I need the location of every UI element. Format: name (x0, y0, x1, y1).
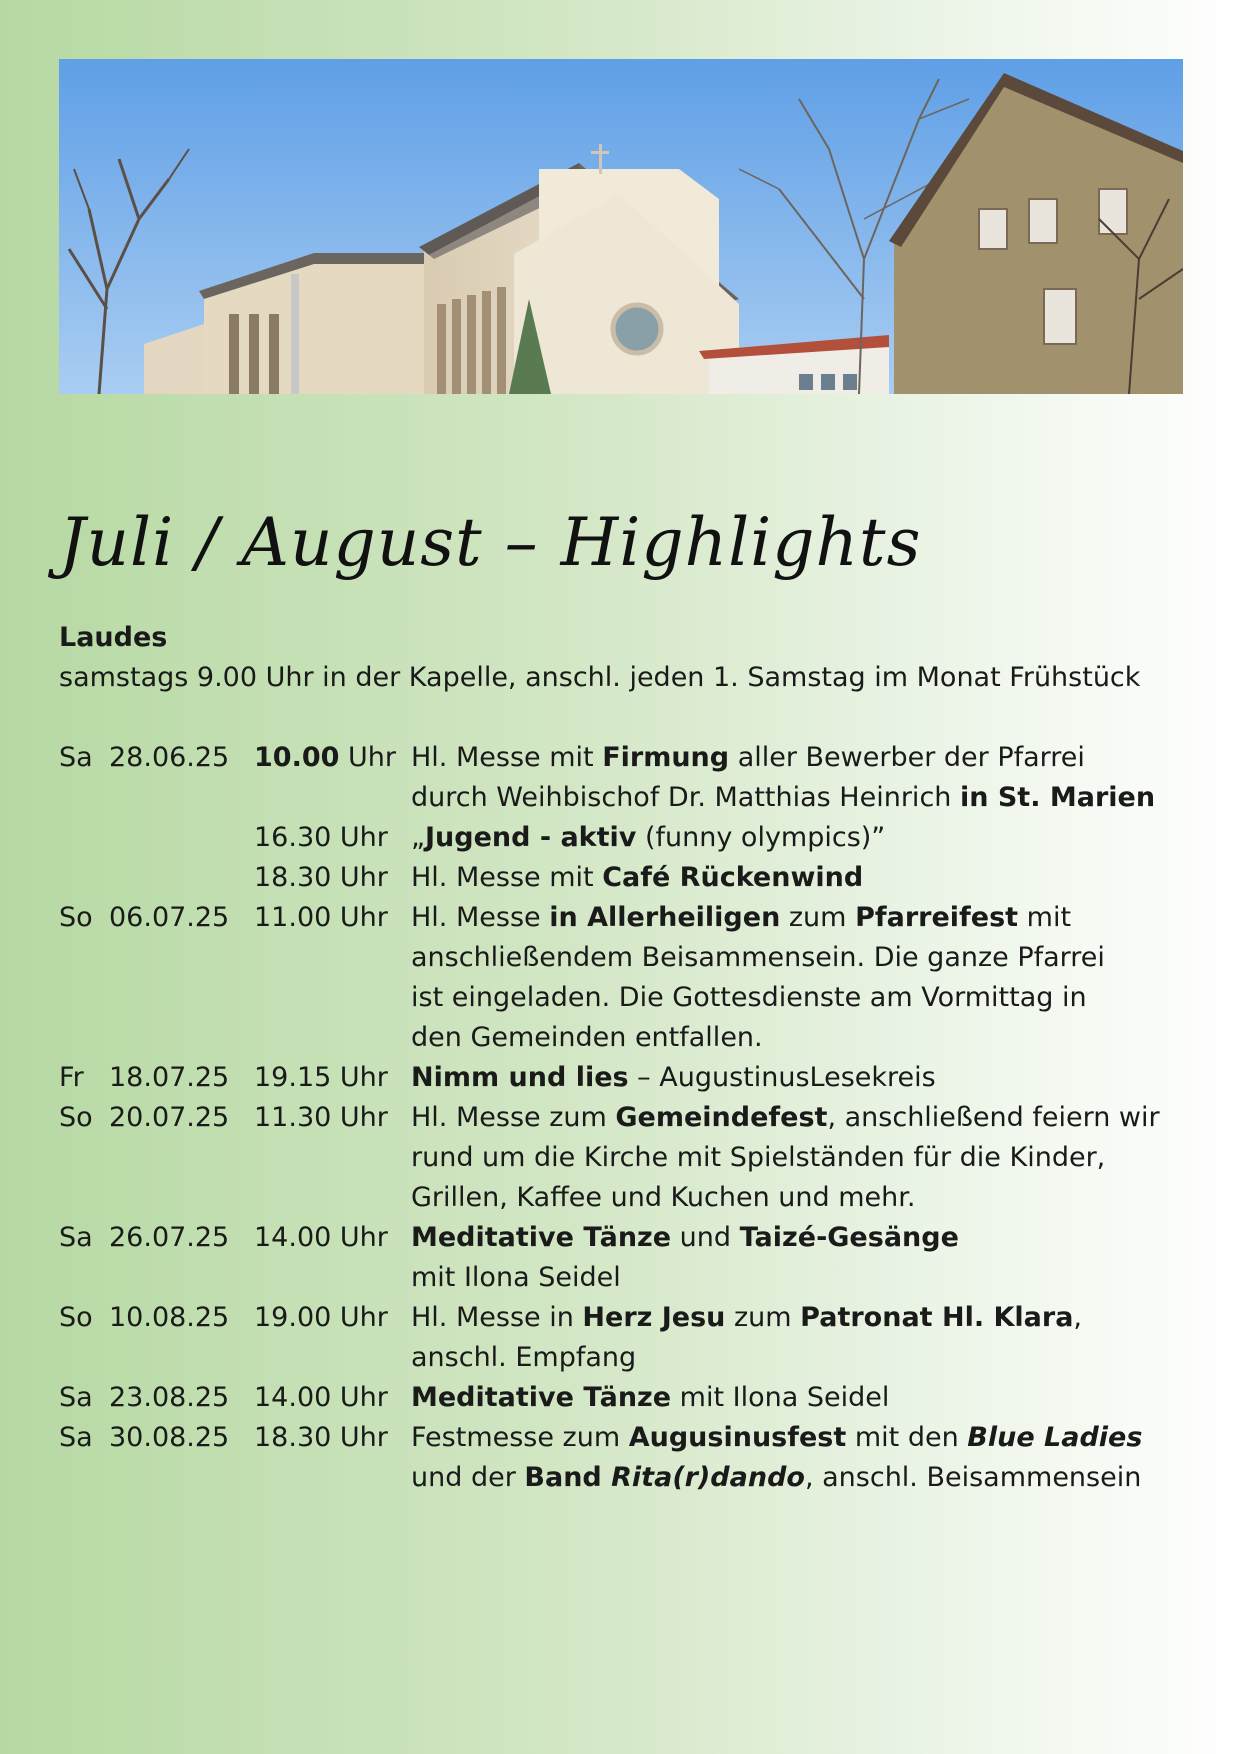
event-day: So (59, 1102, 93, 1133)
event-description-segment: Taizé-Gesänge (739, 1222, 959, 1253)
event-description-segment: anschließendem Beisammensein. Die ganze Pfarrei (411, 942, 1105, 973)
event-description (411, 898, 1201, 1058)
event-description (411, 858, 1201, 898)
event-description-segment: Band (524, 1462, 612, 1493)
event-description-segment: Hl. Messe mit (411, 862, 603, 893)
event-description-segment: Festmesse zum (411, 1422, 629, 1453)
event-time (254, 738, 414, 778)
event-row (59, 818, 1189, 858)
laudes-text: samstags 9.00 Uhr in der Kapelle, anschl. jeden 1. Samstag im Monat Frühstück (59, 662, 1141, 693)
event-description-segment: Café Rückenwind (602, 862, 864, 893)
event-description-segment: Hl. Messe mit (411, 742, 603, 773)
event-description-segment: „ (411, 822, 425, 853)
event-day: Sa (59, 1222, 93, 1253)
event-description-segment: (funny olympics)” (636, 822, 886, 853)
event-description-segment: Nimm und lies (411, 1062, 629, 1093)
church-photo (59, 59, 1183, 394)
event-time: 14.00 Uhr (254, 1222, 388, 1253)
event-time-hour: 10.00 (254, 742, 340, 773)
event-row (59, 1058, 1189, 1098)
event-row (59, 1098, 1189, 1218)
event-description-segment: Gemeindefest (615, 1102, 828, 1133)
event-description-segment: , anschl. Beisammensein (804, 1462, 1142, 1493)
laudes-section (59, 618, 1189, 698)
event-row (59, 1418, 1189, 1498)
page-title: Juli / August – Highlights (59, 504, 922, 581)
event-description-segment: ist eingeladen. Die Gottesdienste am Vormittag in (411, 982, 1087, 1013)
event-description (411, 1298, 1201, 1378)
event-time: 11.30 Uhr (254, 1102, 388, 1133)
event-description-segment: mit Ilona Seidel (671, 1382, 890, 1413)
event-day: Sa (59, 742, 93, 773)
event-description-segment: Meditative Tänze (411, 1382, 672, 1413)
event-description-segment: den Gemeinden entfallen. (411, 1022, 763, 1053)
event-row (59, 898, 1189, 1058)
event-description-segment: mit (1018, 902, 1072, 933)
event-description (411, 818, 1201, 858)
event-description-segment: in Allerheiligen (549, 902, 781, 933)
event-description-segment: Herz Jesu (582, 1302, 726, 1333)
event-date: 26.07.25 (109, 1222, 230, 1253)
event-description-segment: in St. Marien (959, 782, 1156, 813)
event-time: 16.30 Uhr (254, 822, 388, 853)
event-day: So (59, 902, 93, 933)
event-description-segment: Jugend - aktiv (425, 822, 637, 853)
event-description-segment: zum (725, 1302, 801, 1333)
event-time: 14.00 Uhr (254, 1382, 388, 1413)
event-description (411, 1378, 1201, 1418)
event-description-segment: , anschließend feiern wir (827, 1102, 1160, 1133)
event-description-segment: anschl. Empfang (411, 1342, 637, 1373)
event-description-segment: Patronat Hl. Klara (800, 1302, 1074, 1333)
event-day: Fr (59, 1062, 84, 1093)
event-date: 30.08.25 (109, 1422, 230, 1453)
event-description (411, 1098, 1201, 1218)
event-description-segment: Augusinusfest (628, 1422, 847, 1453)
event-description-segment: aller Bewerber der Pfarrei (729, 742, 1085, 773)
event-time: 18.30 Uhr (254, 862, 388, 893)
event-description-segment: mit Ilona Seidel (411, 1262, 621, 1293)
event-row (59, 1378, 1189, 1418)
event-row (59, 738, 1189, 818)
event-row (59, 858, 1189, 898)
event-time-unit: Uhr (339, 742, 396, 773)
event-description-segment: rund um die Kirche mit Spielständen für die Kinder, (411, 1142, 1106, 1173)
event-time: 18.30 Uhr (254, 1422, 388, 1453)
event-description-segment: Hl. Messe in (411, 1302, 583, 1333)
event-day: Sa (59, 1422, 93, 1453)
event-list (59, 738, 1189, 1498)
event-description-segment: Blue Ladies (967, 1422, 1143, 1453)
event-time: 19.15 Uhr (254, 1062, 388, 1093)
event-day: So (59, 1302, 93, 1333)
event-description-segment: Hl. Messe (411, 902, 550, 933)
event-time: 19.00 Uhr (254, 1302, 388, 1333)
event-row (59, 1298, 1189, 1378)
event-description (411, 738, 1201, 818)
event-date: 10.08.25 (109, 1302, 230, 1333)
event-description-segment: und (671, 1222, 740, 1253)
event-description-segment: Rita(r)dando (611, 1462, 805, 1493)
event-description-segment: zum (780, 902, 856, 933)
event-description (411, 1418, 1201, 1498)
event-description-segment: durch Weihbischof Dr. Matthias Heinrich (411, 782, 960, 813)
event-description-segment: – AugustinusLesekreis (628, 1062, 936, 1093)
event-description-segment: und der (411, 1462, 525, 1493)
event-description-segment: Hl. Messe zum (411, 1102, 616, 1133)
event-description (411, 1058, 1201, 1098)
event-time: 11.00 Uhr (254, 902, 388, 933)
event-description-segment: Meditative Tänze (411, 1222, 672, 1253)
event-date: 23.08.25 (109, 1382, 230, 1413)
laudes-heading: Laudes (59, 622, 168, 653)
event-description-segment: Firmung (602, 742, 730, 773)
event-description (411, 1218, 1201, 1298)
event-date: 06.07.25 (109, 902, 230, 933)
event-date: 28.06.25 (109, 742, 230, 773)
event-row (59, 1218, 1189, 1298)
event-description-segment: , (1073, 1302, 1083, 1333)
event-day: Sa (59, 1382, 93, 1413)
event-date: 20.07.25 (109, 1102, 230, 1133)
event-date: 18.07.25 (109, 1062, 230, 1093)
event-description-segment: Pfarreifest (855, 902, 1019, 933)
event-description-segment: Grillen, Kaffee und Kuchen und mehr. (411, 1182, 916, 1213)
event-description-segment: mit den (846, 1422, 968, 1453)
